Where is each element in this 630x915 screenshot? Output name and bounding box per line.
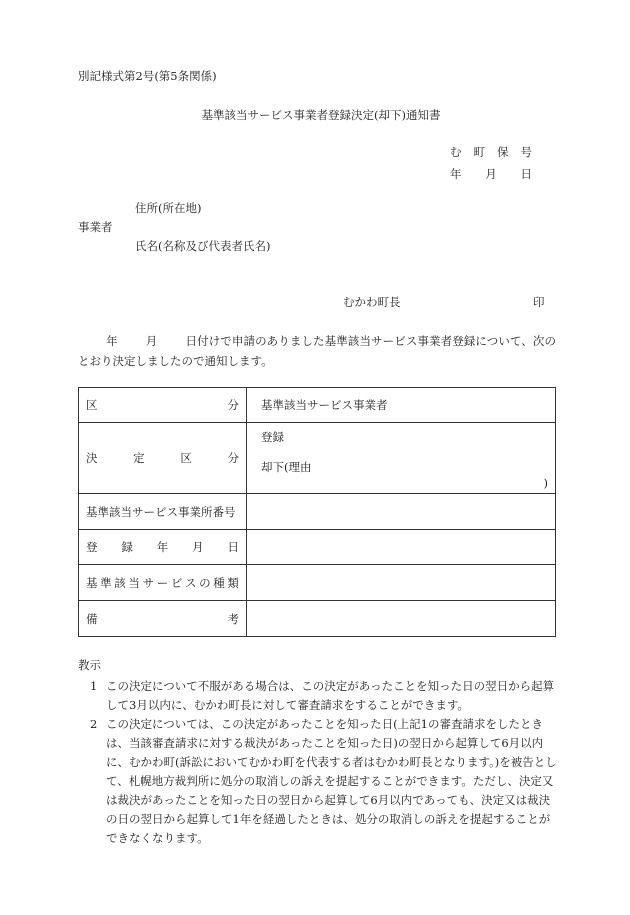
registration-date-label: 登 録 年 月 日 [79, 530, 247, 565]
option-register: 登録 [261, 430, 284, 444]
seal-mark: 印 [533, 295, 545, 309]
address-label: 住所(所在地) [135, 201, 202, 215]
reason-close-paren: ) [543, 476, 548, 490]
reference-date: 年 月 日 [450, 166, 532, 181]
issuer-mayor: むかわ町長 [343, 295, 401, 309]
note-text: この決定については、この決定があったことを知った日(上記1の審査請求をしたときは、当該審査請求に対する裁決があったことを知った日)の翌日から起算して6月以内に、むかわ町(訴訟においてむかわ町を代表する者はむかわ町長となります。)を被告として、札幌地方裁判所に処分の取消しの訴えを提起することができます。ただし、決定又は裁決があったことを知った日の翌日から起算して6月以内であっても、決定又は裁決の日の翌日から起算して1年を経過したときは、処分の取消しの訴えを提起することができなくなります。 [106, 717, 557, 845]
option-reject: 却下(理由 [261, 460, 312, 474]
note-item [78, 677, 558, 715]
table-row [79, 494, 556, 530]
document-title: 基準該当サービス事業者登録決定(却下)通知書 [201, 108, 441, 122]
decision-table [78, 387, 556, 637]
category-label: 区 分 [79, 388, 247, 423]
reference-block [450, 146, 532, 182]
table-row [79, 388, 556, 423]
reference-number: む 町 保 号 [450, 145, 532, 159]
intro-month: 月 [145, 334, 158, 348]
intro-year: 年 [106, 334, 118, 348]
table-row [79, 601, 556, 637]
name-label: 氏名(名称及び代表者氏名) [135, 239, 271, 253]
note-number: 1 [90, 679, 98, 693]
remarks-label: 備 考 [79, 601, 247, 637]
notes-heading: 教示 [78, 658, 101, 672]
table-row [79, 565, 556, 601]
service-type-value [247, 565, 556, 601]
office-number-label: 基準該当サービス事業所番号 [79, 494, 247, 530]
table-row [79, 530, 556, 565]
note-item [78, 715, 558, 848]
note-number: 2 [90, 717, 98, 731]
service-type-label: 基 準 該 当 サ ー ビ ス の 種 類 [79, 565, 247, 601]
form-number: 別記様式第2号(第5条関係) [78, 69, 217, 83]
intro-paragraph [78, 331, 556, 371]
category-value: 基準該当サービス事業者 [247, 388, 556, 423]
remarks-value [247, 601, 556, 637]
decision-label: 決 定 区 分 [79, 423, 247, 494]
decision-value [247, 423, 556, 494]
note-text: この決定について不服がある場合は、この決定があったことを知った日の翌日から起算して3月以内に、むかわ町長に対して審査請求をすることができます。 [106, 679, 555, 712]
table-row [79, 423, 556, 494]
business-label: 事業者 [78, 220, 113, 234]
intro-text: 日付けで申請のありました基準該当サービス事業者登録について、次のとおり決定しましたので通知します。 [78, 334, 557, 368]
registration-date-value [247, 530, 556, 565]
office-number-value [247, 494, 556, 530]
